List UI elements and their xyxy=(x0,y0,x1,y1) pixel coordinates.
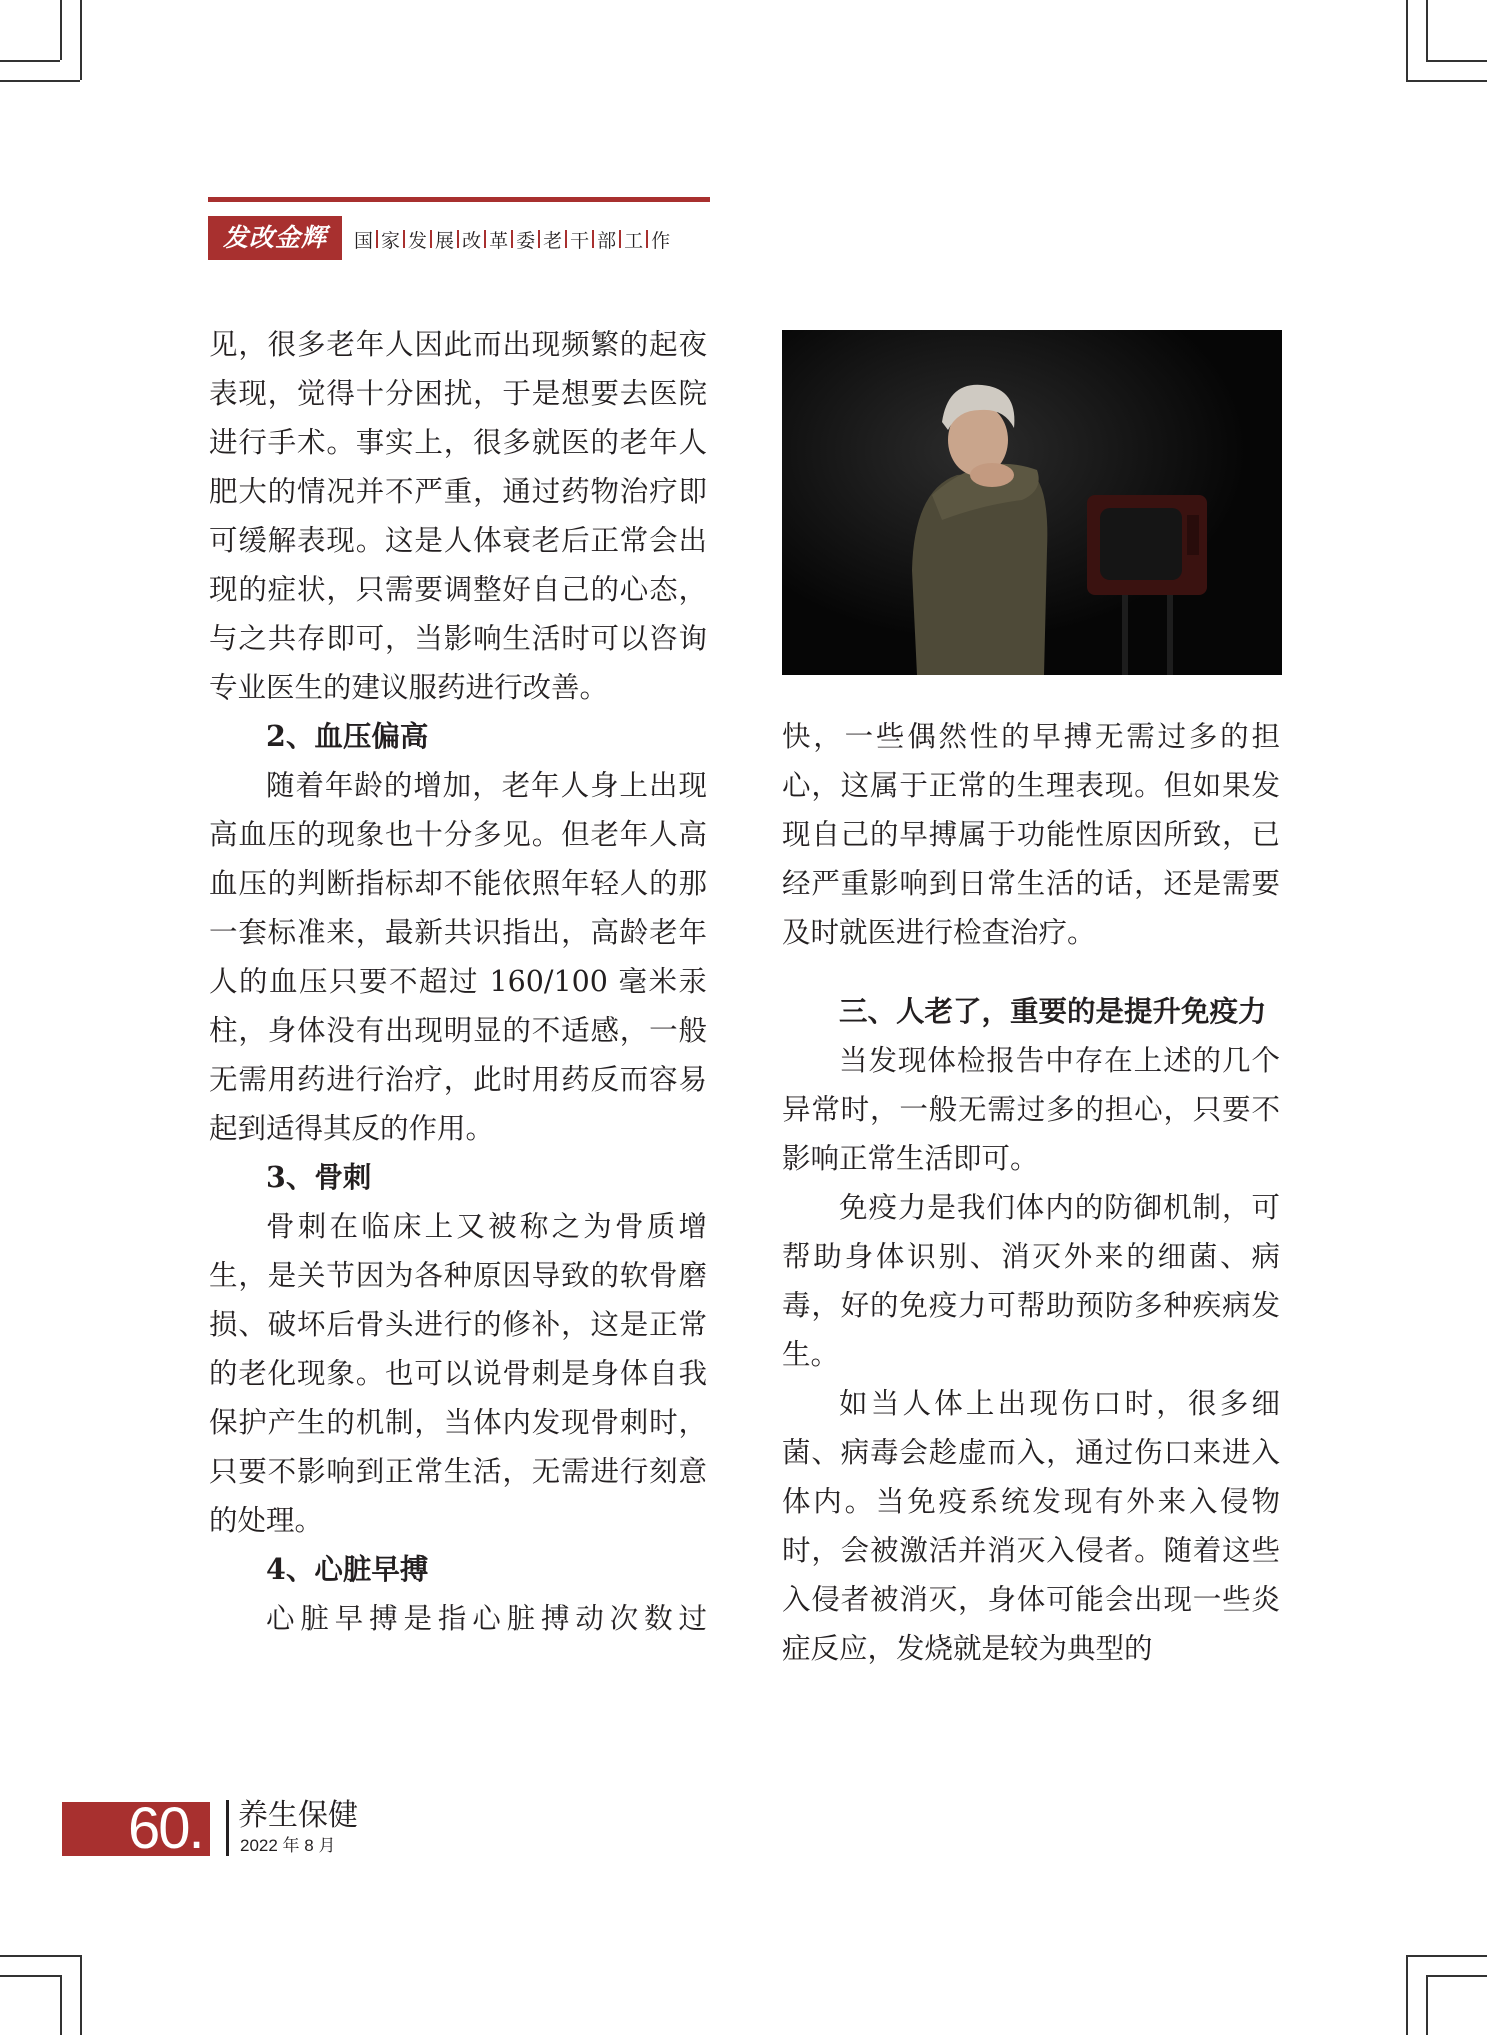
elderly-woman-photo-illustration xyxy=(782,330,1282,675)
header-subtitle-char: 展 xyxy=(435,229,455,252)
crop-mark-tl-v xyxy=(80,0,82,80)
section-title: 三、人老了，重要的是提升免疫力 xyxy=(839,995,1267,1028)
header-subtitle-char: 干 xyxy=(570,229,590,252)
subheading: 4、心脏早搏 xyxy=(266,1552,429,1586)
header-subtitle-separator xyxy=(538,230,540,248)
right-column xyxy=(782,712,1280,1673)
header-subtitle-char: 家 xyxy=(381,229,401,252)
crop-mark-br-v2 xyxy=(1426,1975,1428,2035)
header-subtitle-char: 发 xyxy=(408,229,428,252)
header-subtitle-separator xyxy=(457,230,459,248)
crop-mark-bl-h2 xyxy=(0,1975,60,1977)
crop-mark-bl-v xyxy=(80,1955,82,2035)
right-paragraph-1: 当发现体检报告中存在上述的几个异常时，一般无需过多的担心，只要不影响正常生活即可。 xyxy=(782,1044,1280,1175)
footer-date: 2022 年 8 月 xyxy=(240,1836,336,1855)
header-subtitle-char: 国 xyxy=(354,229,374,252)
header-subtitle-separator xyxy=(376,230,378,248)
header-subtitle-separator xyxy=(430,230,432,248)
subheading: 2、血压偏高 xyxy=(266,719,429,753)
header-subtitle-separator xyxy=(403,230,405,248)
header-subtitle-separator xyxy=(619,230,621,248)
subheading: 3、骨刺 xyxy=(266,1160,372,1194)
header-subtitle-char: 革 xyxy=(489,229,509,252)
crop-mark-tl-h xyxy=(0,80,80,82)
header-subtitle-separator xyxy=(511,230,513,248)
right-paragraph-2: 免疫力是我们体内的防御机制，可帮助身体识别、消灭外来的细菌、病毒，好的免疫力可帮助预防多种疾病发生。 xyxy=(782,1191,1280,1371)
header-subtitle-char: 部 xyxy=(597,229,617,252)
header-subtitle-char: 委 xyxy=(516,229,536,252)
header-rule xyxy=(208,197,710,202)
header-logo: 发改金辉 xyxy=(208,216,342,260)
body-paragraph: 心脏早搏是指心脏搏动次数过 xyxy=(266,1602,707,1635)
header-subtitle-char: 改 xyxy=(462,229,482,252)
body-paragraph: 骨刺在临床上又被称之为骨质增生，是关节因为各种原因导致的软骨磨损、破坏后骨头进行的修补，这是正常的老化现象。也可以说骨刺是身体自我保护产生的机制，当体内发现骨刺时，只要不影响到正常生活，无需进行刻意的处理。 xyxy=(209,1210,707,1537)
crop-mark-tr-h xyxy=(1406,80,1487,82)
header-subtitle-char: 工 xyxy=(624,229,644,252)
footer-section-title: 养生保健 xyxy=(238,1798,358,1833)
header-subtitle xyxy=(354,224,670,254)
header-subtitle-separator xyxy=(484,230,486,248)
header-subtitle-char: 作 xyxy=(651,229,671,252)
header-subtitle-separator xyxy=(646,230,648,248)
page-number: 60. xyxy=(128,1796,203,1861)
crop-mark-tr-h2 xyxy=(1426,60,1487,62)
right-paragraph-3: 如当人体上出现伤口时，很多细菌、病毒会趁虚而入，通过伤口来进入体内。当免疫系统发现有外来入侵物时，会被激活并消灭入侵者。随着这些入侵者被消灭，身体可能会出现一些炎症反应，发烧就是较为典型的 xyxy=(782,1387,1280,1665)
crop-mark-br-h xyxy=(1406,1955,1487,1957)
crop-mark-tl-v2 xyxy=(60,0,62,60)
footer-separator xyxy=(226,1800,229,1856)
crop-mark-bl-v2 xyxy=(60,1975,62,2035)
right-continuation: 快，一些偶然性的早搏无需过多的担心，这属于正常的生理表现。但如果发现自己的早搏属于功能性原因所致，已经严重影响到日常生活的话，还是需要及时就医进行检查治疗。 xyxy=(782,720,1280,949)
body-paragraph: 见，很多老年人因此而出现频繁的起夜表现，觉得十分困扰，于是想要去医院进行手术。事实上，很多就医的老年人肥大的情况并不严重，通过药物治疗即可缓解表现。这是人体衰老后正常会出现的症状，只需要调整好自己的心态，与之共存即可，当影响生活时可以咨询专业医生的建议服药进行改善。 xyxy=(209,328,707,704)
header-subtitle-separator xyxy=(565,230,567,248)
crop-mark-br-h2 xyxy=(1426,1975,1487,1977)
header-subtitle-separator xyxy=(592,230,594,248)
article-photo xyxy=(782,330,1282,675)
body-paragraph: 随着年龄的增加，老年人身上出现高血压的现象也十分多见。但老年人高血压的判断指标却不能依照年轻人的那一套标准来，最新共识指出，高龄老年人的血压只要不超过 160/100 毫米汞柱，身体没有出现明显的不适感，一般无需用药进行治疗，此时用药反而容易起到适得其反的作用。 xyxy=(209,769,707,1145)
crop-mark-tr-v2 xyxy=(1426,0,1428,60)
crop-mark-bl-h xyxy=(0,1955,80,1957)
crop-mark-tl-h2 xyxy=(0,60,60,62)
crop-mark-tr-v xyxy=(1406,0,1408,80)
header-subtitle-char: 老 xyxy=(543,229,563,252)
crop-mark-br-v xyxy=(1406,1955,1408,2035)
left-column xyxy=(209,320,707,1643)
